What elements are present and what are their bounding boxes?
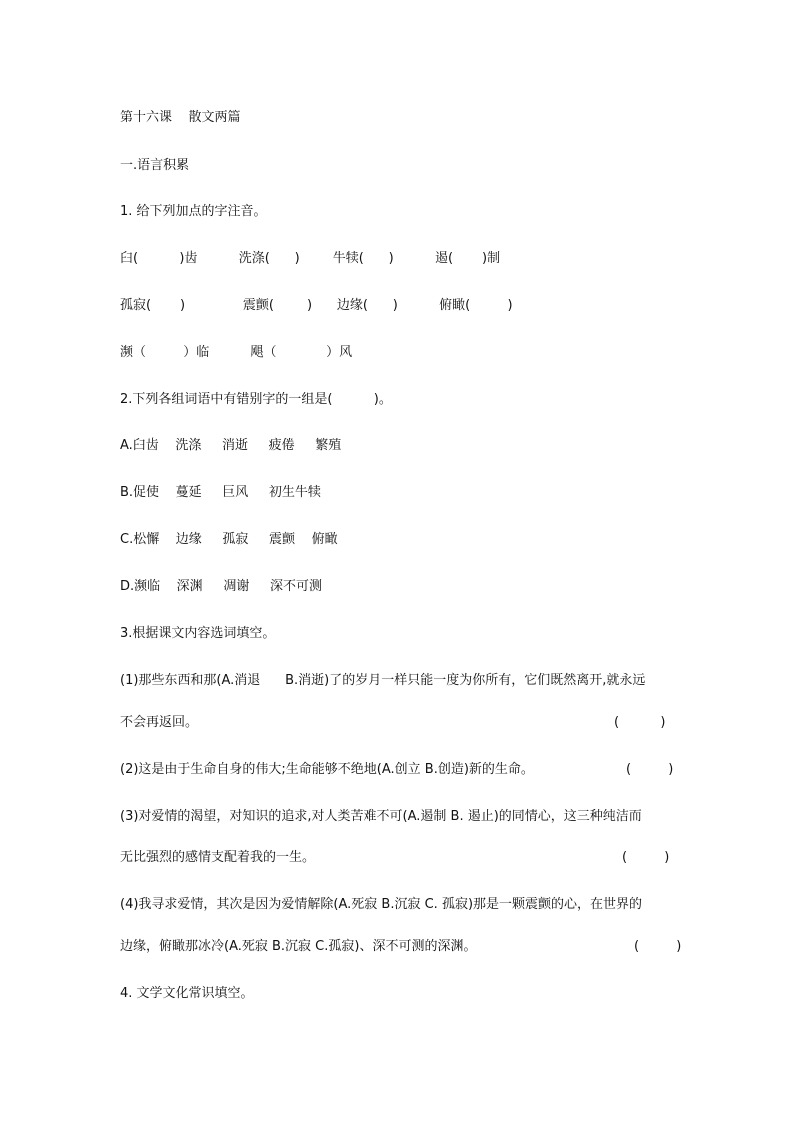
question-3-item-1-answer-blank: ( ) [614,715,666,730]
question-4-prompt: 4. 文学文化常识填空。 [120,986,254,1001]
question-2-option-c: C.松懈 边缘 孤寂 震颤 俯瞰 [120,532,338,547]
question-3-item-3-line-2: 无比强烈的感情支配着我的一生。 [120,850,316,865]
question-1-row-2: 孤寂( ) 震颤( ) 边缘( ) 俯瞰( ) [120,298,513,313]
question-2-option-a: A.臼齿 洗涤 消逝 疲倦 繁殖 [120,438,342,453]
question-3-item-2-line-1: (2)这是由于生命自身的伟大;生命能够不绝地(A.创立 B.创造)新的生命。 [120,762,534,777]
question-3-item-2-answer-blank: ( ) [626,762,674,777]
question-3-item-1-line-2: 不会再返回。 [120,715,199,730]
question-3-item-4-line-2: 边缘，俯瞰那冰冷(A.死寂 B.沉寂 C.孤寂)、深不可测的深渊。 [120,939,477,954]
question-2-prompt: 2.下列各组词语中有错别字的一组是( )。 [120,392,392,407]
question-3-item-1-line-1: (1)那些东西和那(A.消退 B.消逝)了的岁月一样只能一度为你所有，它们既然离开,就永远 [120,673,646,688]
question-3-item-4-answer-blank: ( ) [634,939,682,954]
section-heading: 一.语言积累 [120,158,190,173]
question-2-option-d: D.濒临 深渊 凋谢 深不可测 [120,579,322,594]
question-3-item-3-line-1: (3)对爱情的渴望，对知识的追求,对人类苦难不可(A.遏制 B. 遏止)的同情心，这三种纯洁而 [120,809,642,824]
question-3-item-4-line-1: (4)我寻求爱情，其次是因为爱情解除(A.死寂 B.沉寂 C. 孤寂)那是一颗震颤的心，在世界的 [120,897,643,912]
question-1-prompt: 1. 给下列加点的字注音。 [120,204,267,219]
question-1-row-3: 濒（ ）临 飓（ ）风 [120,345,353,360]
question-3-prompt: 3.根据课文内容选词填空。 [120,626,276,641]
question-2-option-b: B.促使 蔓延 巨风 初生牛犊 [120,485,321,500]
question-1-row-1: 臼( )齿 洗涤( ) 牛犊( ) 遏( )制 [120,251,501,266]
question-3-item-3-answer-blank: ( ) [622,850,670,865]
page-title: 第十六课 散文两篇 [120,110,241,125]
